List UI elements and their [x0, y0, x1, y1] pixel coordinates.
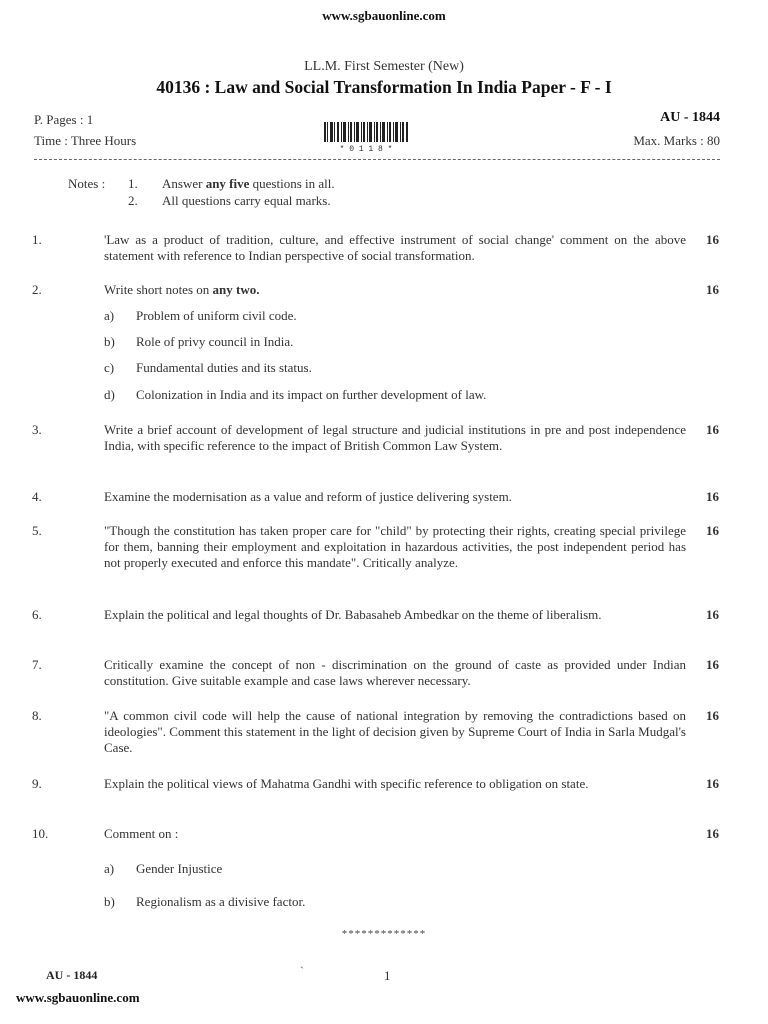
question-text: 'Law as a product of tradition, culture, and effective instrument of social change' comment on the above statement with reference to Indian perspective of social transformation.: [104, 232, 686, 263]
end-of-paper-stars: *************: [341, 928, 427, 940]
notes-label: Notes :: [68, 176, 106, 191]
page-number: 1: [384, 968, 391, 983]
footer-mark: `: [300, 964, 304, 978]
question-number: 9.: [32, 776, 42, 791]
question-number: 10.: [32, 826, 49, 841]
exam-time: Time : Three Hours: [34, 133, 137, 148]
question-number: 4.: [32, 489, 42, 504]
paper-code: AU - 1844: [660, 110, 720, 125]
question-marks: 16: [706, 826, 719, 841]
barcode-icon: [322, 122, 410, 152]
question-number: 7.: [32, 657, 42, 672]
question-number: 1.: [32, 232, 42, 247]
question-text: Write a brief account of development of legal structure and judicial institutions in pre and post independence India, with specific reference to the impact of British Common Law System.: [104, 422, 686, 453]
sub-question: a) Gender Injustice: [104, 861, 223, 876]
note-number: 1.: [128, 176, 138, 191]
question-text: Explain the political views of Mahatma Gandhi with specific reference to obligation on state.: [104, 776, 589, 791]
question-text: Critically examine the concept of non - discrimination on the ground of caste as provided under Indian constitution. Give suitable example and case laws wherever necessary.: [104, 657, 686, 688]
question-marks: 16: [706, 422, 719, 437]
website-footer-link: www.sgbauonline.com: [16, 990, 140, 1005]
question-number: 8.: [32, 708, 42, 723]
footer-paper-code: AU - 1844: [46, 968, 98, 982]
question-marks: 16: [706, 282, 719, 297]
question-text: "A common civil code will help the cause of national integration by removing the contradictions based on ideologies". Comment this statement in the light of decision given by Supreme Court of India in Sarla Mudgal's Case.: [104, 708, 686, 755]
question-number: 6.: [32, 607, 42, 622]
question-number: 3.: [32, 422, 42, 437]
question-number: 5.: [32, 523, 42, 538]
page-count: P. Pages : 1: [34, 112, 94, 127]
question-marks: 16: [706, 232, 719, 247]
barcode-text: * 0 1 1 8 *: [339, 145, 393, 152]
question-text: Comment on :: [104, 826, 179, 841]
question-text: Explain the political and legal thoughts of Dr. Babasaheb Ambedkar on the theme of liberalism.: [104, 607, 602, 622]
sub-question: a) Problem of uniform civil code.: [104, 308, 297, 323]
question-marks: 16: [706, 708, 719, 723]
header-divider: [34, 159, 720, 160]
note-number: 2.: [128, 193, 138, 208]
question-text: "Though the constitution has taken proper care for "child" by protecting their rights, creating special privilege for them, banning their employment and exploitation in hazardous activities, the post independent period has not properly executed and enforce this mandate". Critically analyze.: [104, 523, 686, 570]
note-item: 2. All questions carry equal marks.: [128, 193, 331, 208]
website-header-link: www.sgbauonline.com: [322, 8, 446, 23]
question-number: 2.: [32, 282, 42, 297]
note-item: 1. Answer any five questions in all.: [128, 176, 335, 191]
sub-question: d) Colonization in India and its impact on further development of law.: [104, 387, 487, 402]
question-marks: 16: [706, 657, 719, 672]
question-marks: 16: [706, 776, 719, 791]
question-text: Write short notes on any two.: [104, 282, 260, 297]
question-marks: 16: [706, 607, 719, 622]
max-marks: Max. Marks : 80: [633, 133, 720, 148]
sub-question: c) Fundamental duties and its status.: [104, 360, 312, 375]
exam-name: LL.M. First Semester (New): [304, 59, 464, 74]
sub-question: b) Regionalism as a divisive factor.: [104, 894, 306, 909]
question-marks: 16: [706, 489, 719, 504]
sub-question: b) Role of privy council in India.: [104, 334, 294, 349]
paper-title: 40136 : Law and Social Transformation In India Paper - F - I: [156, 77, 612, 97]
question-marks: 16: [706, 523, 719, 538]
question-text: Examine the modernisation as a value and reform of justice delivering system.: [104, 489, 512, 504]
